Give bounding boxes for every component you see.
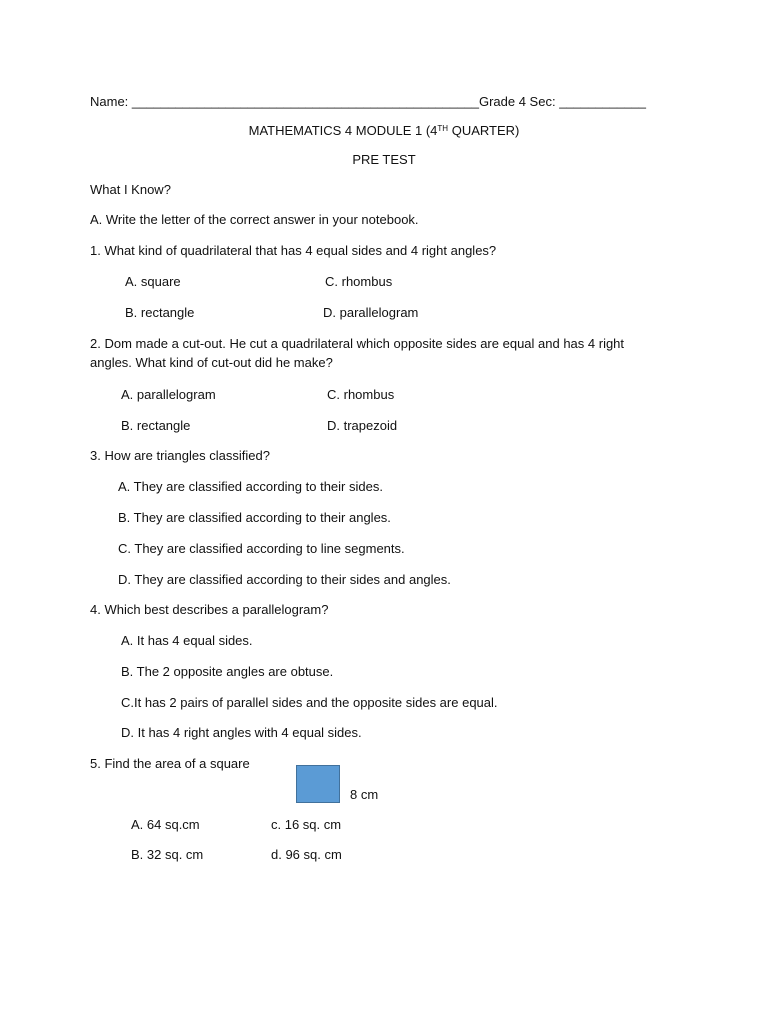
grade-blank: ____________ xyxy=(559,94,646,109)
question-2-text-line2: angles. What kind of cut-out did he make? xyxy=(90,355,333,370)
q3-choice-c: C. They are classified according to line segments. xyxy=(118,541,405,556)
q5-choice-d: d. 96 sq. cm xyxy=(271,847,342,862)
q3-choice-a: A. They are classified according to their sides. xyxy=(118,479,383,494)
q3-choice-b: B. They are classified according to their angles. xyxy=(118,510,391,525)
q1-choice-d: D. parallelogram xyxy=(323,305,419,320)
square-side-label: 8 cm xyxy=(350,787,379,802)
question-1-text: 1. What kind of quadrilateral that has 4 equal sides and 4 right angles? xyxy=(90,243,497,258)
q4-choice-d: D. It has 4 right angles with 4 equal sides. xyxy=(121,725,362,740)
q2-choice-d: D. trapezoid xyxy=(327,418,398,433)
name-grade-line xyxy=(90,93,646,111)
q2-choice-a: A. parallelogram xyxy=(121,387,216,402)
what-i-know-heading: What I Know? xyxy=(90,182,171,197)
q4-choice-b: B. The 2 opposite angles are obtuse. xyxy=(121,664,334,679)
square-figure xyxy=(296,765,340,803)
question-4-text: 4. Which best describes a parallelogram? xyxy=(90,602,329,617)
q2-choice-b: B. rectangle xyxy=(121,418,191,433)
q2-choice-c: C. rhombus xyxy=(327,387,395,402)
module-title: MATHEMATICS 4 MODULE 1 (4TH QUARTER) xyxy=(248,123,520,138)
grade-label: Grade 4 Sec: xyxy=(478,94,556,109)
q3-choice-d: D. They are classified according to their sides and angles. xyxy=(118,572,451,587)
instruction-text: A. Write the letter of the correct answer in your notebook. xyxy=(90,212,419,227)
name-label: Name: xyxy=(90,94,129,109)
q5-choice-c: c. 16 sq. cm xyxy=(271,817,342,832)
question-5-text: 5. Find the area of a square xyxy=(90,756,250,771)
question-2-text-line1: 2. Dom made a cut-out. He cut a quadrilateral which opposite sides are equal and has 4 right xyxy=(90,336,625,351)
name-blank: ________________________________________________ xyxy=(131,94,479,109)
q1-choice-a: A. square xyxy=(125,274,181,289)
question-3-text: 3. How are triangles classified? xyxy=(90,448,270,463)
q5-choice-b: B. 32 sq. cm xyxy=(131,847,204,862)
title-superscript: TH xyxy=(437,124,449,133)
q5-choice-a: A. 64 sq.cm xyxy=(131,817,200,832)
pre-test-title: PRE TEST xyxy=(352,152,416,167)
q1-choice-c: C. rhombus xyxy=(325,274,393,289)
q4-choice-c: C.It has 2 pairs of parallel sides and the opposite sides are equal. xyxy=(121,695,498,710)
q1-choice-b: B. rectangle xyxy=(125,305,195,320)
q4-choice-a: A. It has 4 equal sides. xyxy=(121,633,253,648)
